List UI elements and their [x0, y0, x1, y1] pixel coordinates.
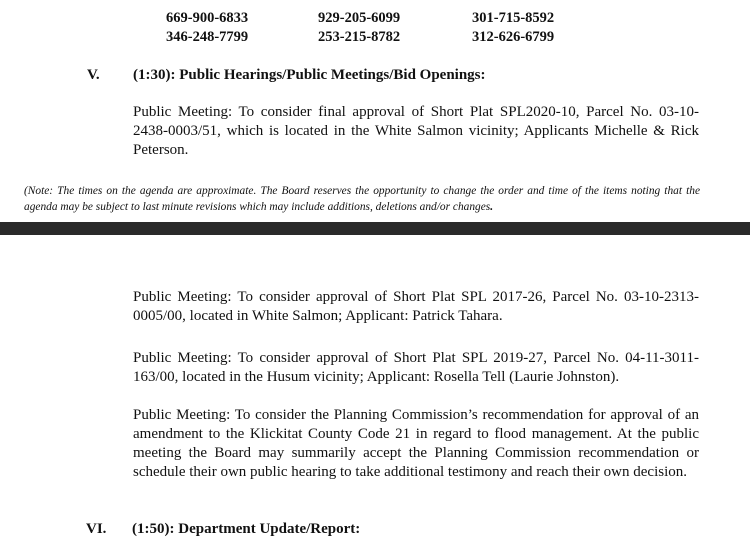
- note-end: .: [490, 201, 494, 213]
- page-one-bottom: [0, 0, 750, 222]
- dial-in-phone-numbers: [166, 9, 606, 47]
- phone-row: [166, 28, 606, 47]
- agenda-item: Public Meeting: To consider approval of Short Plat SPL 2019-27, Parcel No. 04-11-3011-163/00, located in the Husum vicinity; Applicant: Rosella Tell (Laurie Johnston).: [133, 350, 699, 385]
- agenda-item: Public Meeting: To consider the Planning Commission’s recommendation for approval of an amendment to the Klickitat County Code 21 in regard to flood management. At the public meeting the Board may summarily accept the Planning Commission recommendation or schedule their own public hearing to take additional testimony and reach their own decision.: [133, 407, 699, 480]
- phone-number: 346-248-7799: [166, 29, 249, 45]
- agenda-item: Public Meeting: To consider final approval of Short Plat SPL2020-10, Parcel No. 03-10-2438-0003/51, which is located in the White Salmon vicinity; Applicants Michelle & Rick Peterson.: [133, 104, 699, 158]
- phone-number: 253-215-8782: [318, 29, 401, 45]
- phone-number: 669-900-6833: [166, 10, 249, 26]
- phone-number: 301-715-8592: [472, 10, 555, 26]
- section-vi-heading: [86, 520, 360, 539]
- section-number: V.: [87, 67, 100, 83]
- section-title: (1:30): Public Hearings/Public Meetings/Bid Openings:: [133, 67, 486, 83]
- agenda-item: Public Meeting: To consider approval of Short Plat SPL 2017-26, Parcel No. 03-10-2313-0005/00, located in White Salmon; Applicant: Patrick Tahara.: [133, 289, 699, 324]
- section-title: (1:50): Department Update/Report:: [132, 521, 361, 537]
- phone-number: 929-205-6099: [318, 10, 401, 26]
- page-two-top: [0, 235, 750, 550]
- page-break-divider: [0, 222, 750, 235]
- section-number: VI.: [86, 521, 107, 537]
- phone-row: [166, 9, 606, 28]
- phone-number: 312-626-6799: [472, 29, 555, 45]
- section-v-heading: [87, 66, 486, 85]
- note-text: (Note: The times on the agenda are approximate. The Board reserves the opportunity to change the order and time of the items noting that the agenda may be subject to last minute revisions which may include additions, deletions and/or changes: [24, 185, 700, 213]
- agenda-note: [24, 183, 700, 215]
